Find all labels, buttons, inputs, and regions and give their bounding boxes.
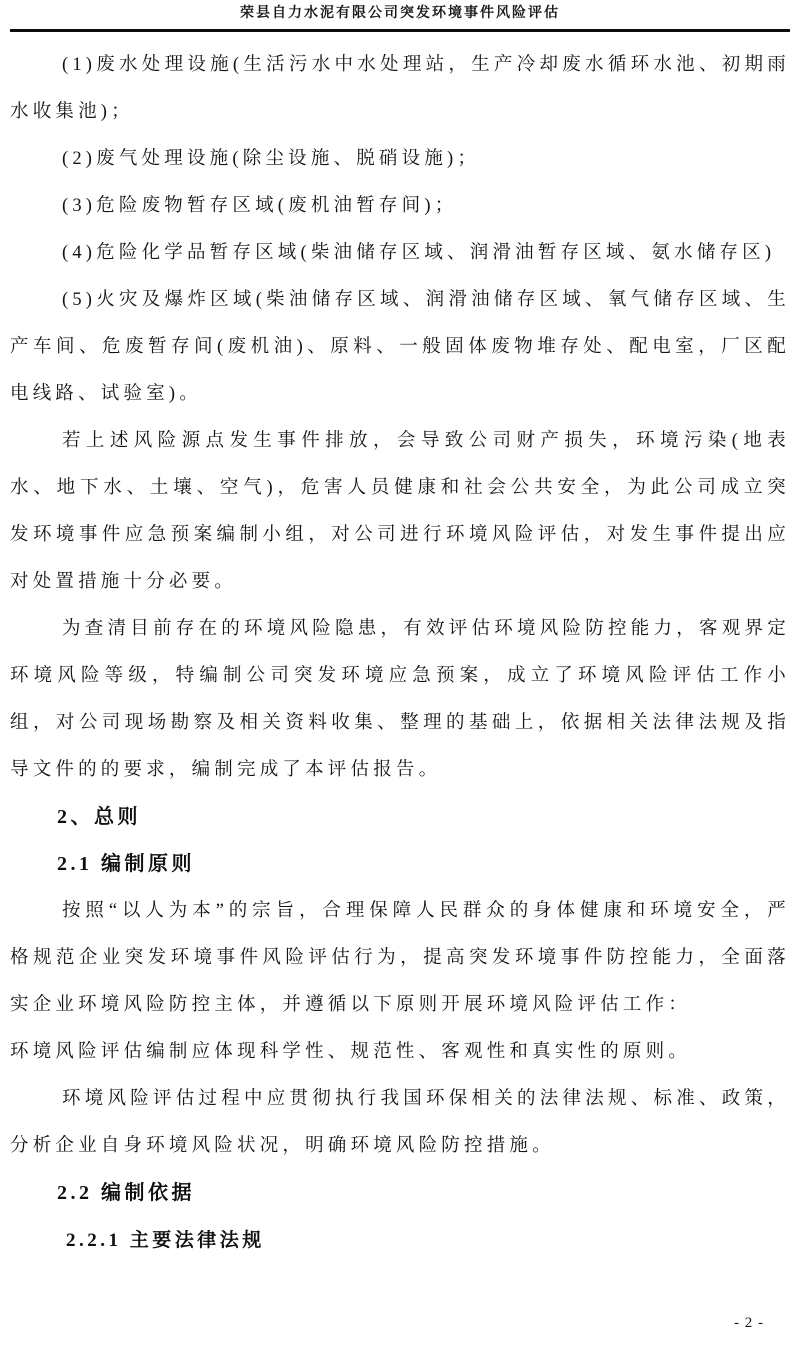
- page-number: - 2 -: [734, 1315, 764, 1331]
- header-title: 荣县自力水泥有限公司突发环境事件风险评估: [240, 6, 560, 21]
- list-item-hazardous-chemicals-area: (4)危险化学品暂存区域(柴油储存区域、润滑油暂存区域、氨水储存区): [62, 243, 776, 263]
- document-body: [10, 42, 790, 1264]
- paragraph-risk-consequences: 若上述风险源点发生事件排放，会导致公司财产损失，环境污染(地表水、地下水、土壤、空气)，危害人员健康和社会公共安全，为此公司成立突发环境事件应急预案编制小组，对公司进行环境风险评估，对发生事件提出应对处置措施十分必要。: [10, 431, 790, 592]
- page-header: [10, 0, 790, 32]
- list-item-fire-explosion-area: (5)火灾及爆炸区域(柴油储存区域、润滑油储存区域、氧气储存区域、生产车间、危废暂存间(废机油)、原料、一般固体废物堆存处、配电室，厂区配电线路、试验室)。: [10, 290, 790, 404]
- paragraph-laws-compliance: 环境风险评估过程中应贯彻执行我国环保相关的法律法规、标准、政策，分析企业自身环境风险状况，明确环境风险防控措施。: [10, 1089, 790, 1156]
- paragraph-assessment-purpose: 为查清目前存在的环境风险隐患，有效评估环境风险防控能力，客观界定环境风险等级，特编制公司突发环境应急预案，成立了环境风险评估工作小组，对公司现场勘察及相关资料收集、整理的基础上，依据相关法律法规及指导文件的的要求，编制完成了本评估报告。: [10, 619, 790, 780]
- list-item-wastegas-facilities: (2)废气处理设施(除尘设施、脱硝设施)；: [62, 149, 481, 169]
- heading-main-laws-regulations: 2.2.1 主要法律法规: [66, 1230, 265, 1251]
- list-item-hazardous-waste-area: (3)危险废物暂存区域(废机油暂存间)；: [62, 196, 458, 216]
- page-footer: [734, 1314, 764, 1332]
- paragraph-people-oriented-principle: 按照“以人为本”的宗旨，合理保障人民群众的身体健康和环境安全，严格规范企业突发环境事件风险评估行为，提高突发环境事件防控能力，全面落实企业环境风险防控主体，并遵循以下原则开展环境风险评估工作：: [10, 901, 790, 1015]
- heading-compilation-basis: 2.2 编制依据: [57, 1182, 195, 1204]
- list-item-wastewater-facilities: (1)废水处理设施(生活污水中水处理站，生产冷却废水循环水池、初期雨水收集池)；: [10, 55, 790, 122]
- heading-general-provisions: 2、总则: [57, 806, 141, 828]
- header-rule: [10, 29, 790, 32]
- heading-compilation-principles: 2.1 编制原则: [57, 853, 195, 875]
- paragraph-scientific-principle: 环境风险评估编制应体现科学性、规范性、客观性和真实性的原则。: [10, 1042, 692, 1062]
